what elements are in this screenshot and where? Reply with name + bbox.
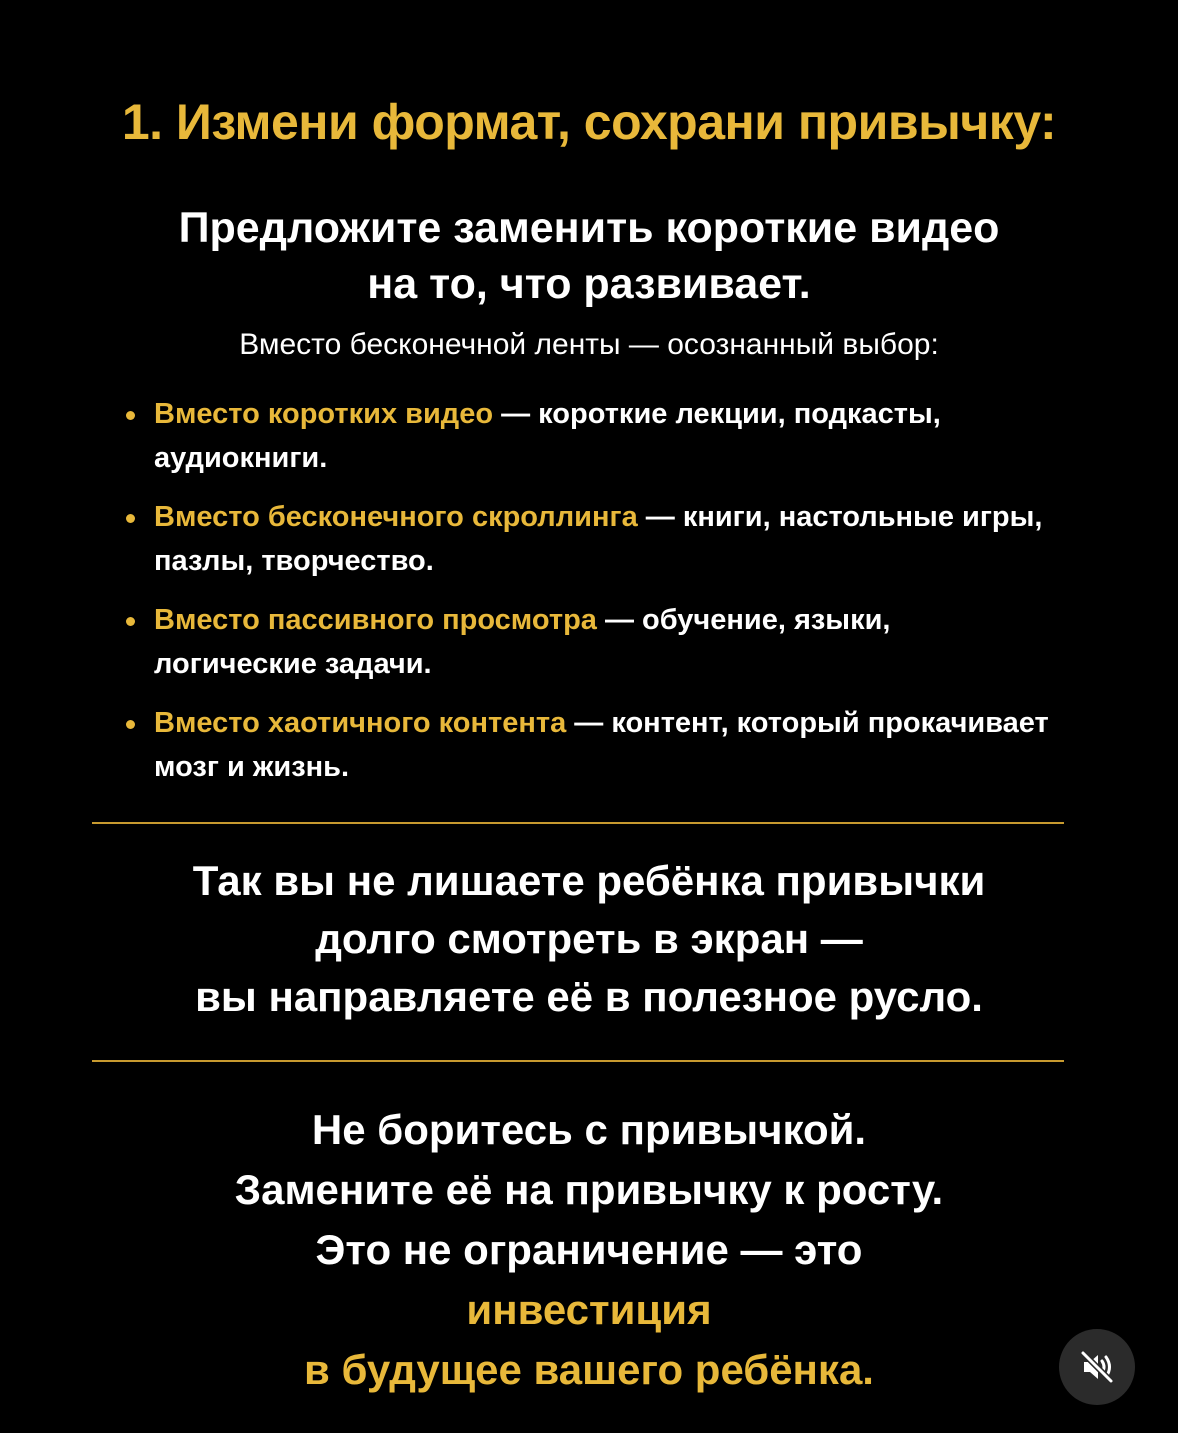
slide-subheading xyxy=(0,200,1178,312)
bullet-highlight: Вместо хаотичного контента xyxy=(154,707,567,739)
bullet-highlight: Вместо бесконечного скроллинга xyxy=(154,501,638,533)
slide-heading: 1. Измени формат, сохрани привычку: xyxy=(121,94,1057,150)
middle-line-2: долго смотреть в экран — xyxy=(315,915,863,962)
closing-line-3-prefix: Это не ограничение — это xyxy=(315,1226,863,1273)
bullet-item xyxy=(118,701,1058,789)
bullet-list xyxy=(118,392,1058,804)
bullet-dot-icon xyxy=(126,514,135,523)
bullet-dot-icon xyxy=(126,720,135,729)
mute-button[interactable] xyxy=(1059,1329,1135,1405)
bullet-highlight: Вместо пассивного просмотра xyxy=(154,604,597,636)
middle-statement xyxy=(0,852,1178,1026)
closing-line-2: Замените её на привычку к росту. xyxy=(234,1166,944,1213)
closing-line-3 xyxy=(0,1220,1178,1340)
intro-text: Вместо бесконечной ленты — осознанный выбор: xyxy=(239,328,939,361)
bullet-dot-icon xyxy=(126,617,135,626)
bullet-text: — короткие лекции, подкасты, аудиокниги. xyxy=(154,398,941,474)
divider-bottom xyxy=(92,1060,1064,1062)
subheading-line-1: Предложите заменить короткие видео xyxy=(178,204,1000,252)
divider-top xyxy=(92,822,1064,824)
closing-statement xyxy=(0,1100,1178,1400)
speaker-muted-icon xyxy=(1079,1349,1115,1385)
middle-line-1: Так вы не лишаете ребёнка привычки xyxy=(192,857,986,904)
bullet-text: — контент, который прокачивает мозг и жизнь. xyxy=(154,707,1049,783)
closing-line-1: Не боритесь с привычкой. xyxy=(311,1106,867,1153)
bullet-item xyxy=(118,392,1058,480)
bullet-text: — книги, настольные игры, пазлы, творчество. xyxy=(154,501,1043,577)
closing-line-4: в будущее вашего ребёнка. xyxy=(304,1346,874,1393)
subheading-line-2: на то, что развивает. xyxy=(367,260,811,308)
bullet-text: — обучение, языки, логические задачи. xyxy=(154,604,891,680)
closing-line-3-highlight: инвестиция xyxy=(466,1286,712,1333)
middle-line-3: вы направляете её в полезное русло. xyxy=(195,973,983,1020)
bullet-highlight: Вместо коротких видео xyxy=(154,398,494,430)
bullet-item xyxy=(118,495,1058,583)
bullet-item xyxy=(118,598,1058,686)
bullet-dot-icon xyxy=(126,411,135,420)
